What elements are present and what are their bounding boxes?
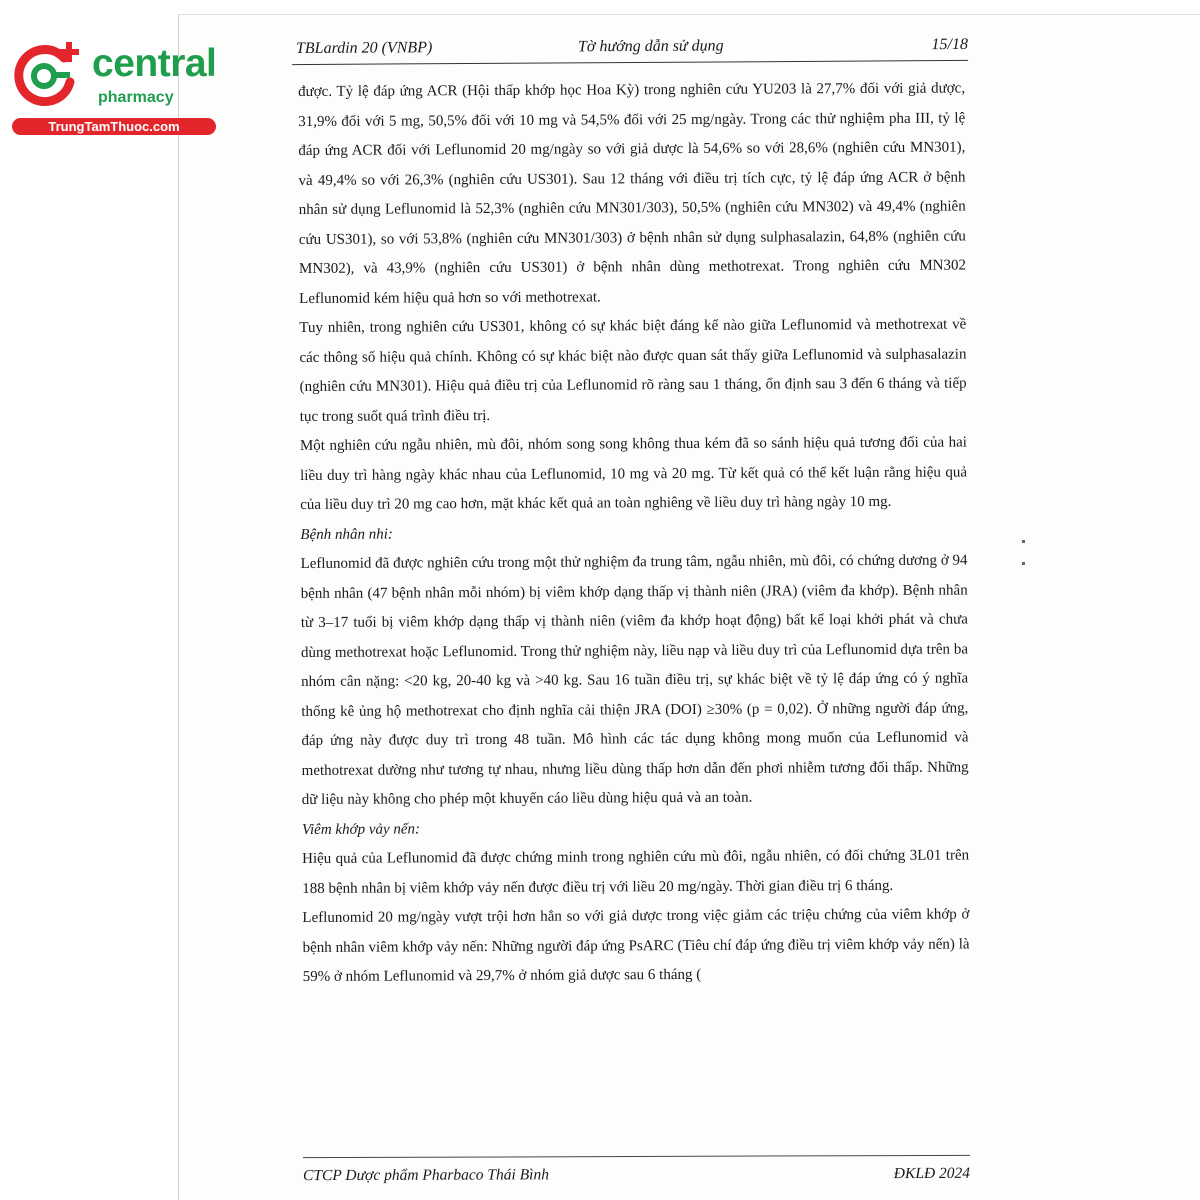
section-heading-pediatric: Bệnh nhân nhi: xyxy=(300,526,393,543)
page-top-edge xyxy=(178,14,1200,15)
pharmacy-cross-icon xyxy=(12,38,84,110)
page-left-edge xyxy=(178,14,179,1200)
logo-site-banner: TrungTamThuoc.com xyxy=(12,118,216,135)
central-pharmacy-logo[interactable] xyxy=(6,34,216,138)
header-title: Tờ hướng dẫn sử dụng xyxy=(577,37,724,56)
page-header xyxy=(292,36,968,64)
page-footer xyxy=(303,1145,970,1187)
logo-subtitle: pharmacy xyxy=(98,89,174,106)
scan-speck xyxy=(1022,540,1025,543)
document-body xyxy=(298,75,970,993)
paragraph-us301: Tuy nhiên, trong nghiên cứu US301, không có sự khác biệt đáng kể nào giữa Leflunomid và methotrexat về các thông số hiệu quả chính. Không có sự khác biệt nào được quan sát thấy giữa Leflunomid và sulphasalazin (nghiên cứu MN301). Hiệu quả điều trị của Leflunomid rõ ràng sau 1 tháng, ổn định sau 3 đến 6 tháng và tiếp tục trong suốt quá trình điều trị. xyxy=(299,316,967,425)
footer-rule xyxy=(303,1155,970,1158)
footer-company: CTCP Dược phẩm Pharbaco Thái Bình xyxy=(303,1166,549,1185)
paragraph-psoriatic-results: Leflunomid 20 mg/ngày vượt trội hơn hẳn so với giả dược trong việc giảm các triệu chứng của viêm khớp ở bệnh nhân viêm khớp vảy nến: Những người đáp ứng PsARC (Tiêu chí đáp ứng điều trị viêm khớp vảy nến) là 59% ở nhóm Leflunomid và 29,7% ở nhóm giả dược sau 6 tháng ( xyxy=(302,906,970,985)
paragraph-dose-comparison: Một nghiên cứu ngẫu nhiên, mù đôi, nhóm song song không thua kém đã so sánh hiệu quả tương đối của hai liều duy trì hàng ngày khác nhau của Leflunomid, 10 mg và 20 mg. Từ kết quả có thể kết luận rằng hiệu quả của liều duy trì 20 mg cao hơn, mặt khác kết quả an toàn nghiêng về liều duy trì hàng ngày 10 mg. xyxy=(299,434,968,513)
logo-wordmark: central xyxy=(92,42,217,85)
paragraph-acr-response: được. Tỷ lệ đáp ứng ACR (Hội thấp khớp học Hoa Kỳ) trong nghiên cứu YU203 là 27,7% đối với giả dược, 31,9% đối với 5 mg, 50,5% đối với 10 mg và 54,5% đối với 25 mg/ngày. Trong các thử nghiệm pha III, tỷ lệ đáp ứng ACR đối với Leflunomid 20 mg/ngày so với giả dược là 54,6% so với 28,6% (nghiên cứu MN301), và 49,4% so với 26,3% (nghiên cứu US301). Sau 12 tháng với điều trị tích cực, tỷ lệ đáp ứng ACR ở bệnh nhân sử dụng Leflunomid là 52,3% (nghiên cứu MN301/303), 50,5% (nghiên cứu MN302) và 49,4% (nghiên cứu US301), so với 53,8% (nghiên cứu MN301/303) ở bệnh nhân sử dụng sulphasalazin, 64,8% (nghiên cứu MN302), và 43,9% (nghiên cứu US301) ở bệnh nhân dùng methotrexat. Trong nghiên cứu MN302 Leflunomid kém hiệu quả hơn so với methotrexat. xyxy=(298,80,967,307)
paragraph-psoriatic-study: Hiệu quả của Leflunomid đã được chứng minh trong nghiên cứu mù đôi, ngẫu nhiên, có đối chứng 3L01 trên 188 bệnh nhân bị viêm khớp vảy nến được điều trị với liều 20 mg/ngày. Thời gian điều trị 6 tháng. xyxy=(302,847,970,897)
paragraph-pediatric: Leflunomid đã được nghiên cứu trong một thử nghiệm đa trung tâm, ngẫu nhiên, mù đôi, có chứng dương ở 94 bệnh nhân (47 bệnh nhân mỗi nhóm) bị viêm khớp dạng thấp vị thành niên (JRA) (viêm đa khớp). Bệnh nhân từ 3–17 tuổi bị viêm khớp dạng thấp vị thành niên (viêm đa khớp hoạt động) bất kể loại khởi phát và chưa dùng methotrexat hoặc Leflunomid. Trong thử nghiệm này, liều nạp và liều duy trì của Leflunomid dựa trên ba nhóm cân nặng: <20 kg, 20-40 kg và >40 kg. Sau 16 tuần điều trị, sự khác biệt về tỷ lệ đáp ứng có ý nghĩa thống kê ủng hộ methotrexat cho định nghĩa cải thiện JRA (DOI) ≥30% (p = 0,02). Ở những người đáp ứng, đáp ứng này được duy trì trong 48 tuần. Mô hình các tác dụng không mong muốn của Leflunomid và methotrexat dường như tương tự nhau, nhưng liều dùng thấp hơn dẫn đến phơi nhiễm tương đối thấp. Những dữ liệu này không cho phép một khuyến cáo liều dùng hiệu quả và an toàn. xyxy=(300,552,969,808)
scan-speck xyxy=(1022,562,1025,565)
section-heading-psoriatic-arthritis: Viêm khớp vảy nến: xyxy=(301,820,421,838)
header-product: TBLardin 20 (VNBP) xyxy=(295,39,433,58)
header-page-number: 15/18 xyxy=(931,35,969,54)
footer-registration: ĐKLĐ 2024 xyxy=(893,1164,971,1183)
